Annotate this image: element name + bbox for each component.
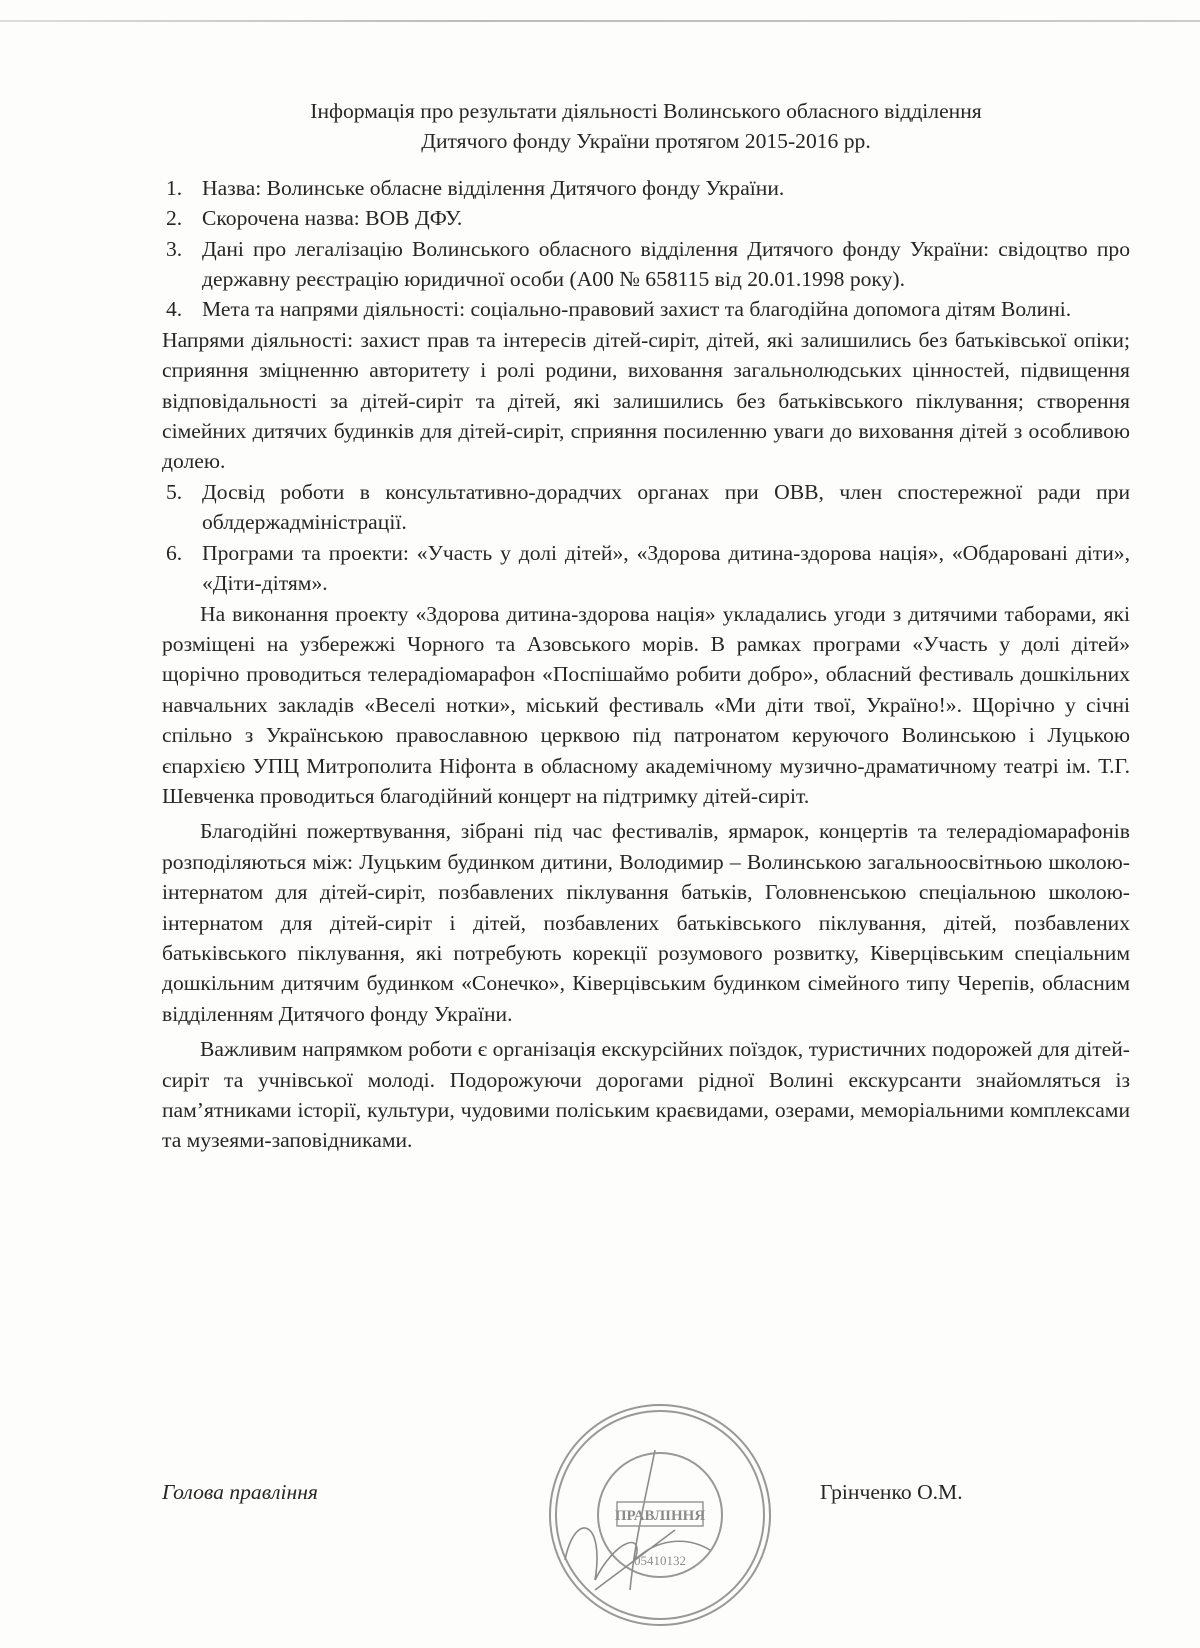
title-line: Дитячого фонду України протягом 2015-2016 рр.	[421, 129, 871, 154]
item-text: Скорочена назва: ВОВ ДФУ.	[202, 206, 463, 231]
body-paragraph: На виконання проекту «Здорова дитина-здорова нація» укладались угоди з дитячими таборами, які розміщені на узбережжі Чорного та Азовського морів. В рамках програми «Участь у долі дітей» щорічно проводиться телерадіомарафон «Поспішаймо робити добро», обласний фестиваль дошкільних навчальних закладів «Веселі нотки», міський фестиваль «Ми діти твої, Україно!». Щорічно у січні спільно з Українською православною церквою під патронатом керуючого Волинською і Луцькою єпархією УПЦ Митрополита Ніфонта в обласному академічному музично-драматичному театрі ім. Т.Г. Шевченка проводиться благодійний концерт на підтримку дітей-сиріт.	[162, 601, 1130, 808]
item-text: Мета та напрями діяльності: соціально-правовий захист та благодійна допомога дітям Волині.	[202, 297, 1072, 322]
list-item	[162, 203, 1130, 233]
list-item	[162, 294, 1130, 324]
document-title	[162, 96, 1130, 157]
item-number: 2.	[166, 206, 183, 231]
list-item	[162, 538, 1130, 599]
stamp-code: 05410132	[634, 1553, 686, 1568]
organization-stamp	[535, 1390, 775, 1635]
item-number: 5.	[166, 479, 183, 504]
list-item	[162, 477, 1130, 538]
item-text: Досвід роботи в консультативно-дорадчих органах при ОВВ, член спостережної ради при облдержадміністрації.	[202, 479, 1130, 535]
directions-paragraph: Напрями діяльності: захист прав та інтересів дітей-сиріт, дітей, які залишились без батьківської опіки; сприяння зміцненню авторитету і ролі родини, виховання загальнолюдських цінностей, підвищення відповідальності за дітей-сиріт та дітей, які залишились без батьківського піклування; створення сімейних дитячих будинків для дітей-сиріт, сприяння посиленню уваги до виховання дітей з особливою долею.	[162, 327, 1130, 474]
item-text: Назва: Волинське обласне відділення Дитячого фонду України.	[202, 175, 785, 200]
item-number: 6.	[166, 540, 183, 565]
document-body	[162, 96, 1130, 1156]
item-number: 1.	[166, 175, 183, 200]
numbered-list	[162, 173, 1130, 325]
stamp-center-text: ПРАВЛІННЯ	[614, 1508, 706, 1524]
scan-edge-line	[0, 20, 1200, 22]
numbered-list	[162, 477, 1130, 599]
item-text: Програми та проекти: «Участь у долі дітей», «Здорова дитина-здорова нація», «Обдаровані діти», «Діти-дітям».	[202, 540, 1130, 596]
item-number: 4.	[166, 297, 183, 322]
body-paragraph: Важливим напрямком роботи є організація екскурсійних поїздок, туристичних подорожей для дітей-сиріт та учнівської молоді. Подорожуючи дорогами рідної Волині екскурсанти знайомляться із пам’ятниками історії, культури, чудовими поліським краєвидами, озерами, меморіальними комплексами та музеями-заповідниками.	[162, 1037, 1130, 1153]
item-text: Дані про легалізацію Волинського обласного відділення Дитячого фонду України: свідоцтво про державну реєстрацію юридичної особи (А00 № 658115 від 20.01.1998 року).	[202, 236, 1130, 292]
body-paragraph: Благодійні пожертвування, зібрані під час фестивалів, ярмарок, концертів та телерадіомарафонів розподіляються між: Луцьким будинком дитини, Володимир – Волинською загальноосвітньою школою-інтернатом для дітей-сиріт, позбавлених піклування батьків, Головненською спеціальною школою-інтернатом для дітей-сиріт і дітей, позбавлених батьківського піклування, дітей, позбавлених батьківського піклування, які потребують корекції розумового розвитку, Ківерцівським спеціальним дошкільним дитячим будинком «Сонечко», Ківерцівським будинком сімейного типу Черепів, обласним відділенням Дитячого фонду України.	[162, 819, 1130, 1026]
signature-role: Голова правління	[162, 1480, 318, 1504]
list-item	[162, 234, 1130, 295]
item-number: 3.	[166, 236, 183, 261]
signature-name: Грінченко О.М.	[820, 1480, 963, 1504]
title-line: Інформація про результати діяльності Волинського обласного відділення	[310, 99, 982, 123]
list-item	[162, 173, 1130, 203]
